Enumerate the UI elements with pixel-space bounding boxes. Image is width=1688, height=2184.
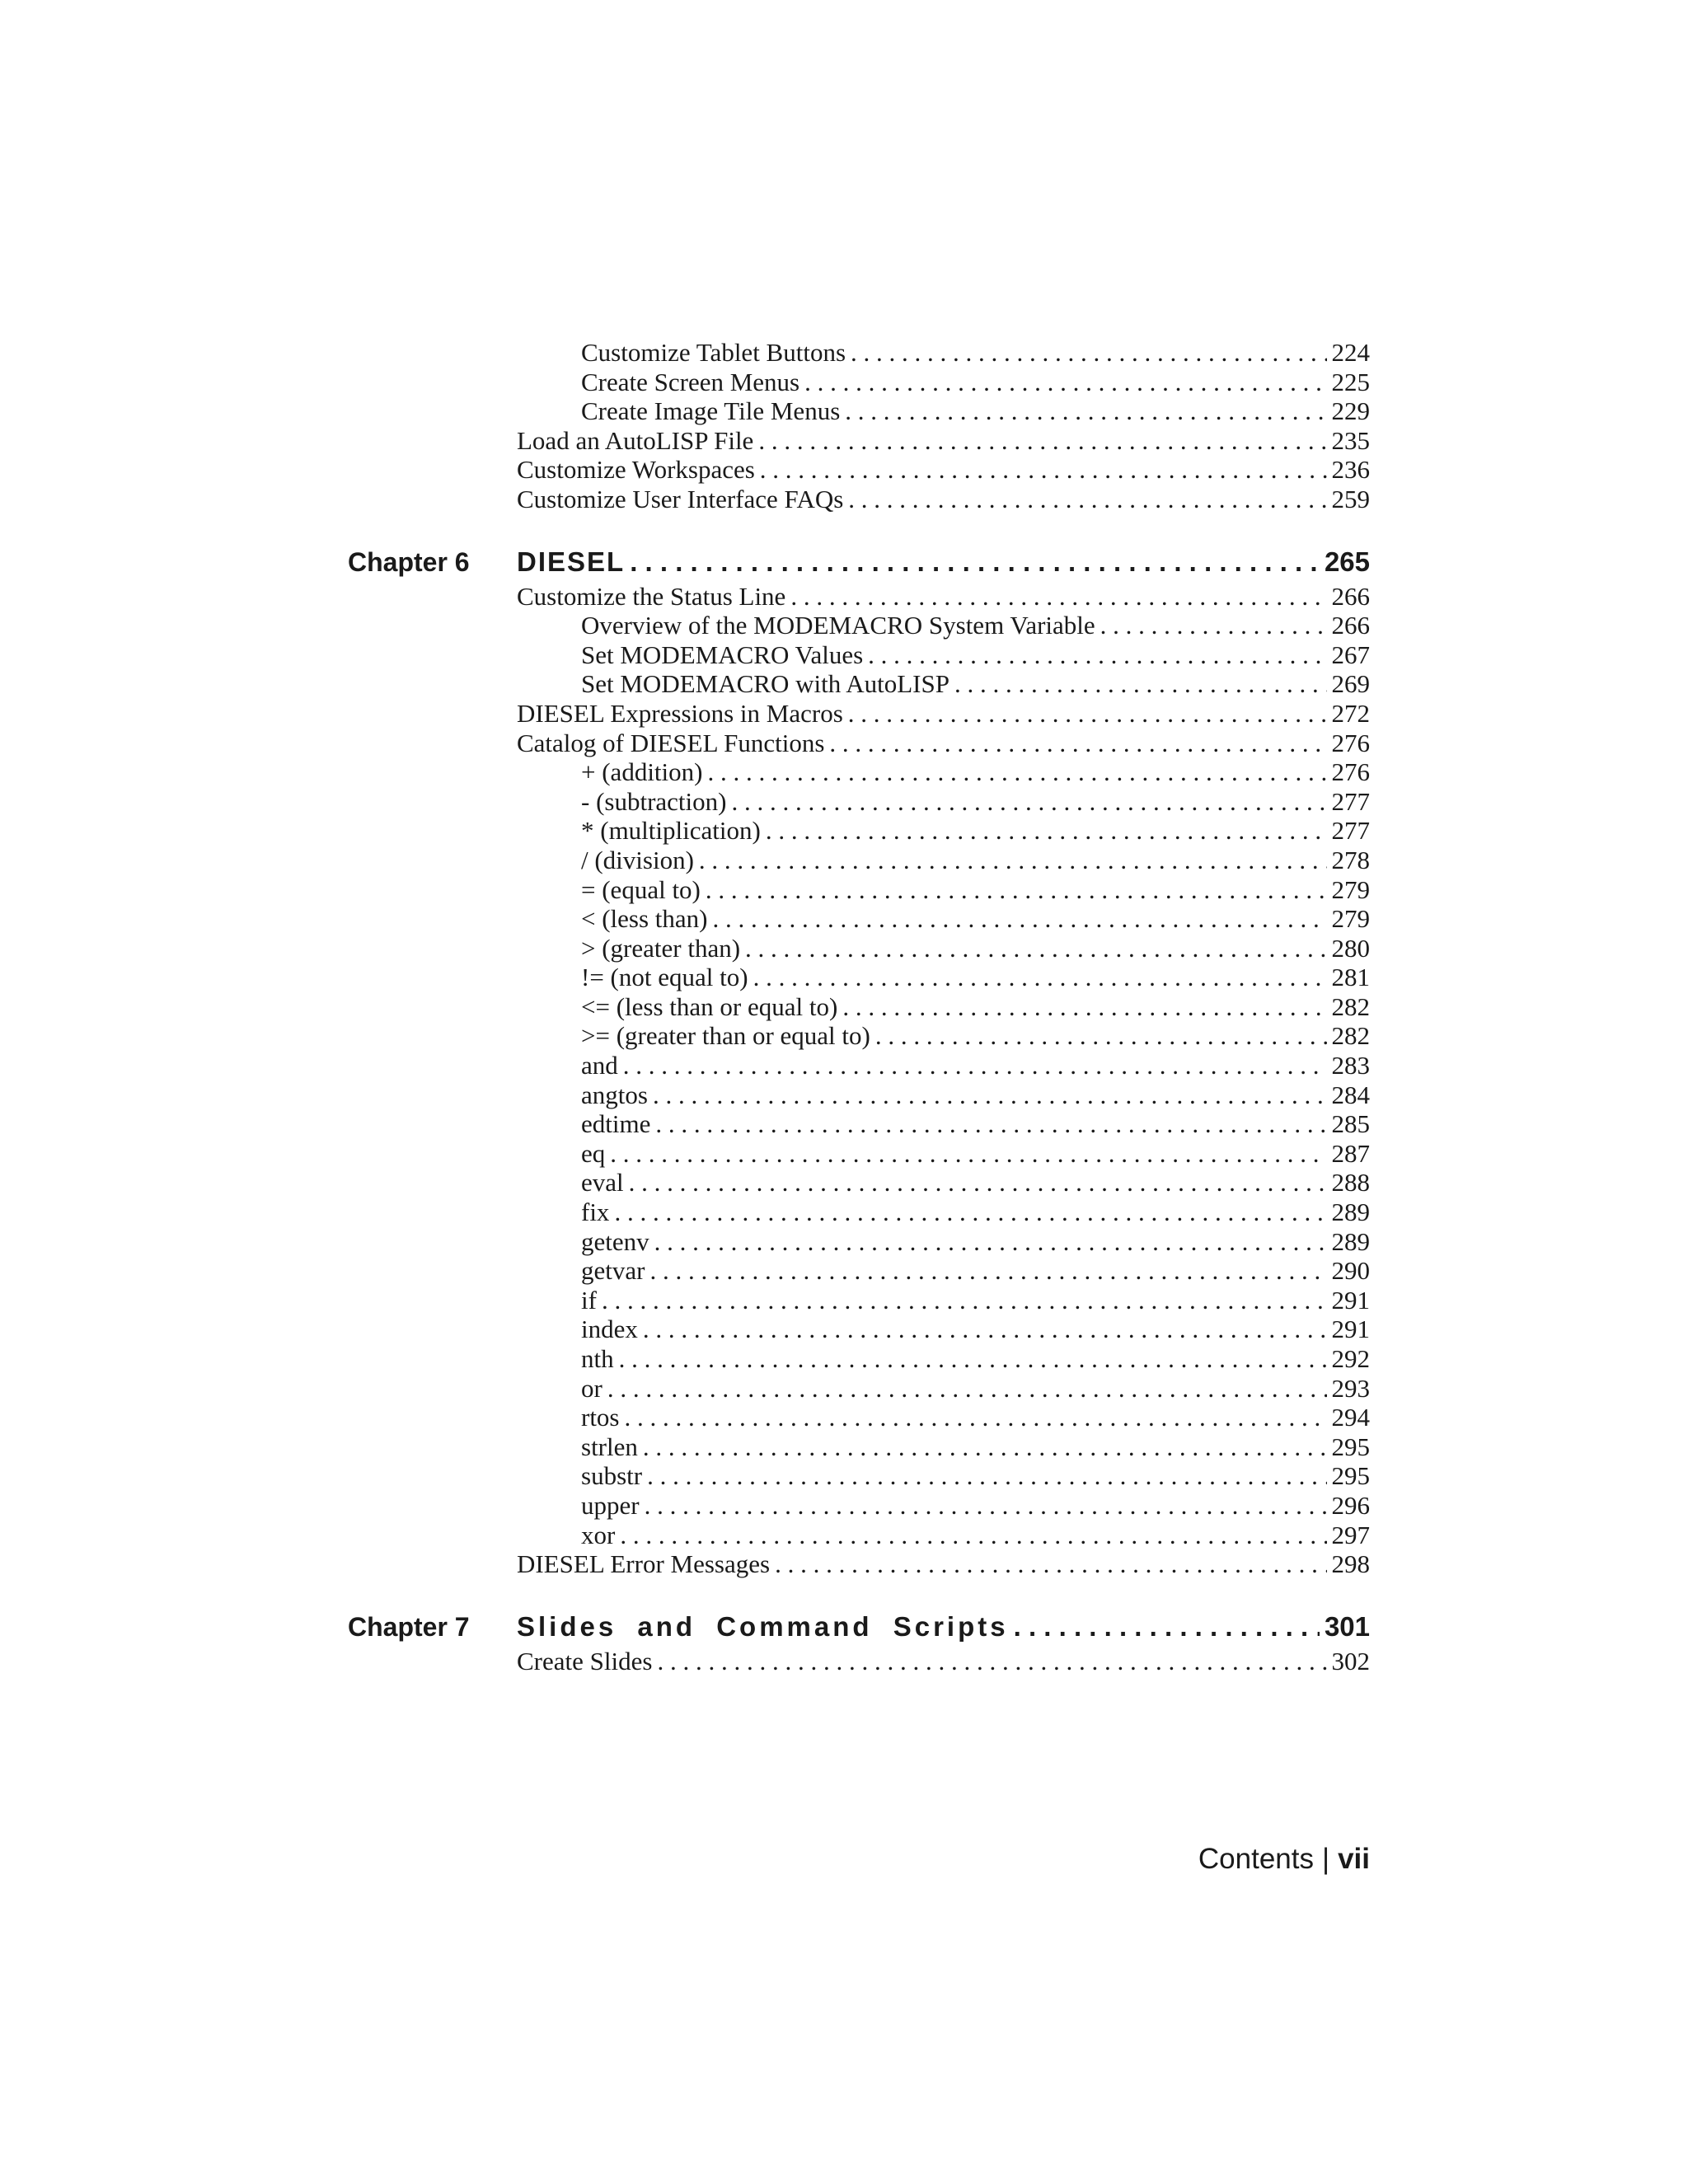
dot-leader	[775, 1549, 1326, 1579]
toc-entry-title: Catalog of DIESEL Functions	[517, 728, 825, 757]
dot-leader	[745, 934, 1326, 963]
toc-entry-title: Customize the Status Line	[517, 581, 786, 611]
toc-entry-title: if	[581, 1285, 597, 1315]
dot-leader	[607, 1374, 1327, 1404]
dot-leader	[875, 1021, 1327, 1051]
toc-entry[interactable]	[517, 396, 1370, 426]
toc-entry-title: Create Screen Menus	[581, 367, 800, 396]
toc-entry-title: rtos	[581, 1403, 620, 1432]
dot-leader	[655, 1109, 1326, 1139]
toc-entry-title: nth	[581, 1344, 614, 1373]
dot-leader	[610, 1139, 1326, 1169]
toc-entry-page-number: 267	[1331, 640, 1370, 669]
toc-entry-page-number: 284	[1331, 1080, 1370, 1109]
toc-entry-page-number: 302	[1331, 1646, 1370, 1675]
toc-entry[interactable]	[517, 1080, 1370, 1110]
table-of-contents	[348, 338, 1370, 1675]
toc-entry-title: xor	[581, 1520, 616, 1549]
toc-entry[interactable]	[517, 875, 1370, 905]
toc-entry-title: index	[581, 1315, 638, 1344]
toc-entry[interactable]	[517, 1549, 1370, 1579]
dot-leader	[758, 426, 1326, 456]
toc-entry-page-number: 266	[1331, 611, 1370, 640]
dot-leader	[868, 640, 1326, 670]
toc-entry-title: Customize User Interface FAQs	[517, 484, 844, 513]
toc-entry-page-number: 277	[1331, 816, 1370, 846]
toc-entry-page-number: 288	[1331, 1168, 1370, 1197]
toc-entry[interactable]	[517, 1227, 1370, 1257]
chapter-label: Chapter 6	[348, 546, 470, 577]
toc-entry-page-number: 225	[1331, 367, 1370, 396]
toc-entry-title: Set MODEMACRO Values	[581, 640, 864, 669]
toc-entry[interactable]	[517, 992, 1370, 1022]
dot-leader	[848, 699, 1327, 729]
chapter-title: DIESEL	[517, 546, 626, 577]
toc-entry-page-number: 291	[1331, 1285, 1370, 1315]
toc-entry[interactable]	[517, 699, 1370, 729]
toc-entry-title: / (division)	[581, 845, 694, 874]
toc-entry-title: eq	[581, 1138, 606, 1168]
dot-leader	[851, 338, 1326, 368]
toc-entry-page-number: 298	[1331, 1549, 1370, 1579]
chapter-7-entries	[517, 1647, 1370, 1676]
toc-entry[interactable]	[517, 669, 1370, 699]
toc-entry-page-number: 293	[1331, 1373, 1370, 1403]
toc-entry-page-number: 236	[1331, 455, 1370, 485]
toc-entry[interactable]	[517, 757, 1370, 787]
toc-entry-title: DIESEL Error Messages	[517, 1549, 771, 1579]
toc-entry[interactable]	[517, 1403, 1370, 1432]
toc-entry-page-number: 297	[1331, 1520, 1370, 1549]
toc-entry[interactable]	[517, 1256, 1370, 1286]
toc-entry[interactable]	[517, 1051, 1370, 1080]
toc-entry-page-number: 282	[1331, 1021, 1370, 1051]
dot-leader	[654, 1227, 1327, 1257]
toc-entry-page-number: 287	[1331, 1138, 1370, 1168]
toc-entry[interactable]	[517, 1491, 1370, 1521]
toc-entry-title: and	[581, 1051, 618, 1080]
toc-entry-title: getvar	[581, 1256, 645, 1286]
toc-entry[interactable]	[517, 787, 1370, 817]
toc-entry[interactable]	[517, 368, 1370, 397]
toc-entry-title: fix	[581, 1197, 610, 1227]
toc-entry[interactable]	[517, 1109, 1370, 1139]
toc-entry-page-number: 282	[1331, 991, 1370, 1021]
toc-entry-title: - (subtraction)	[581, 786, 727, 816]
toc-entry-title: * (multiplication)	[581, 816, 761, 846]
toc-entry[interactable]	[517, 1139, 1370, 1169]
toc-entry-title: edtime	[581, 1109, 651, 1139]
toc-entry-title: or	[581, 1373, 603, 1403]
toc-entry-title: strlen	[581, 1432, 638, 1461]
toc-entry-page-number: 277	[1331, 786, 1370, 816]
toc-entry[interactable]	[517, 1647, 1370, 1676]
toc-entry[interactable]	[517, 1461, 1370, 1491]
toc-entry-page-number: 291	[1331, 1315, 1370, 1344]
footer-separator: |	[1321, 1843, 1330, 1875]
chapter-label: Chapter 7	[348, 1611, 470, 1642]
toc-entry-title: DIESEL Expressions in Macros	[517, 698, 843, 728]
toc-entry-title: eval	[581, 1168, 624, 1197]
dot-leader	[760, 455, 1327, 485]
toc-entry-page-number: 281	[1331, 963, 1370, 992]
dot-leader	[829, 729, 1326, 758]
dot-leader	[731, 787, 1326, 817]
toc-entry-title: > (greater than)	[581, 933, 741, 963]
dot-leader	[625, 1403, 1327, 1432]
dot-leader	[619, 1344, 1327, 1374]
toc-entry-title: = (equal to)	[581, 874, 701, 904]
toc-entry[interactable]	[517, 846, 1370, 875]
toc-entry[interactable]	[517, 1197, 1370, 1227]
toc-entry-page-number: 229	[1331, 396, 1370, 426]
toc-entry[interactable]	[517, 338, 1370, 368]
toc-entry-page-number: 272	[1331, 698, 1370, 728]
footer-page-number: vii	[1338, 1843, 1370, 1875]
toc-entry-title: getenv	[581, 1226, 649, 1256]
dot-leader	[649, 1256, 1326, 1286]
page-footer	[1198, 1843, 1370, 1876]
toc-entry[interactable]	[517, 963, 1370, 992]
chapter-heading-7[interactable]	[348, 1607, 1370, 1647]
dot-leader	[623, 1051, 1327, 1080]
dot-leader	[699, 846, 1327, 875]
toc-entry-page-number: 294	[1331, 1403, 1370, 1432]
toc-entry[interactable]	[517, 455, 1370, 485]
dot-leader	[707, 757, 1326, 787]
toc-entry-page-number: 235	[1331, 425, 1370, 455]
toc-entry-page-number: 292	[1331, 1344, 1370, 1373]
toc-entry[interactable]	[517, 1286, 1370, 1315]
toc-entry[interactable]	[517, 640, 1370, 670]
toc-entry-title: Overview of the MODEMACRO System Variable	[581, 611, 1095, 640]
dot-leader	[804, 368, 1326, 397]
toc-entry[interactable]	[517, 1374, 1370, 1404]
chapter-page-number: 265	[1324, 546, 1370, 577]
dot-leader	[645, 1491, 1327, 1521]
toc-entry[interactable]	[517, 934, 1370, 963]
toc-entry[interactable]	[517, 1168, 1370, 1197]
chapter-6-entries	[517, 582, 1370, 1579]
toc-entry[interactable]	[517, 1021, 1370, 1051]
toc-entry[interactable]	[517, 729, 1370, 758]
dot-leader	[653, 1080, 1327, 1110]
toc-entry-page-number: 289	[1331, 1197, 1370, 1227]
dot-leader	[620, 1521, 1326, 1550]
chapter-page-number: 301	[1324, 1610, 1370, 1642]
dot-leader	[753, 963, 1327, 992]
toc-entry-title: angtos	[581, 1080, 648, 1109]
toc-entry[interactable]	[517, 816, 1370, 846]
toc-entry-page-number: 269	[1331, 669, 1370, 699]
dot-leader	[706, 875, 1327, 905]
dot-leader	[657, 1647, 1326, 1676]
toc-entry-title: substr	[581, 1461, 643, 1491]
toc-entry-page-number: 259	[1331, 484, 1370, 513]
dot-leader	[614, 1197, 1326, 1227]
toc-entry-page-number: 224	[1331, 338, 1370, 367]
dot-leader	[790, 582, 1326, 612]
dot-leader	[630, 542, 1320, 582]
dot-leader	[848, 485, 1326, 514]
chapter-title: Slides and Command Scripts	[517, 1610, 1009, 1642]
toc-entry-page-number: 290	[1331, 1256, 1370, 1286]
toc-entry[interactable]	[517, 1521, 1370, 1550]
toc-entry-title: Load an AutoLISP File	[517, 425, 754, 455]
toc-entry[interactable]	[517, 1432, 1370, 1462]
toc-entry-page-number: 280	[1331, 933, 1370, 963]
dot-leader	[1100, 611, 1327, 640]
toc-entry-page-number: 295	[1331, 1432, 1370, 1461]
toc-entry-page-number: 289	[1331, 1226, 1370, 1256]
dot-leader	[1014, 1607, 1320, 1647]
toc-entry-page-number: 283	[1331, 1051, 1370, 1080]
toc-entry[interactable]	[517, 582, 1370, 612]
dot-leader	[845, 396, 1326, 426]
toc-entry[interactable]	[517, 904, 1370, 934]
toc-entry-title: Create Slides	[517, 1646, 653, 1675]
toc-entry[interactable]	[517, 1344, 1370, 1374]
toc-entry-title: != (not equal to)	[581, 963, 748, 992]
footer-section-name: Contents	[1198, 1843, 1314, 1875]
toc-entry-page-number: 296	[1331, 1490, 1370, 1520]
toc-entry[interactable]	[517, 426, 1370, 456]
dot-leader	[647, 1461, 1326, 1491]
toc-entry-page-number: 279	[1331, 874, 1370, 904]
toc-entry-title: Customize Workspaces	[517, 455, 755, 485]
toc-entry-page-number: 285	[1331, 1109, 1370, 1139]
toc-entry[interactable]	[517, 611, 1370, 640]
dot-leader	[602, 1286, 1327, 1315]
toc-entry[interactable]	[517, 1315, 1370, 1344]
dot-leader	[643, 1315, 1327, 1344]
toc-entry-title: Create Image Tile Menus	[581, 396, 841, 426]
dot-leader	[713, 904, 1327, 934]
dot-leader	[629, 1168, 1327, 1197]
toc-entry-page-number: 279	[1331, 904, 1370, 934]
toc-entry-page-number: 278	[1331, 845, 1370, 874]
dot-leader	[766, 816, 1327, 846]
toc-entry-page-number: 276	[1331, 757, 1370, 787]
toc-continued-section	[517, 338, 1370, 514]
toc-entry-title: < (less than)	[581, 904, 708, 934]
toc-entry-title: + (addition)	[581, 757, 703, 787]
toc-entry-page-number: 276	[1331, 728, 1370, 757]
toc-entry-title: Set MODEMACRO with AutoLISP	[581, 669, 950, 699]
toc-entry-title: Customize Tablet Buttons	[581, 338, 846, 367]
toc-entry-page-number: 266	[1331, 581, 1370, 611]
chapter-heading-6[interactable]	[348, 542, 1370, 582]
dot-leader	[954, 669, 1327, 699]
dot-leader	[643, 1432, 1327, 1462]
toc-entry[interactable]	[517, 485, 1370, 514]
toc-entry-title: >= (greater than or equal to)	[581, 1021, 870, 1051]
toc-entry-title: <= (less than or equal to)	[581, 991, 838, 1021]
toc-entry-title: upper	[581, 1490, 640, 1520]
toc-entry-page-number: 295	[1331, 1461, 1370, 1491]
dot-leader	[842, 992, 1326, 1022]
